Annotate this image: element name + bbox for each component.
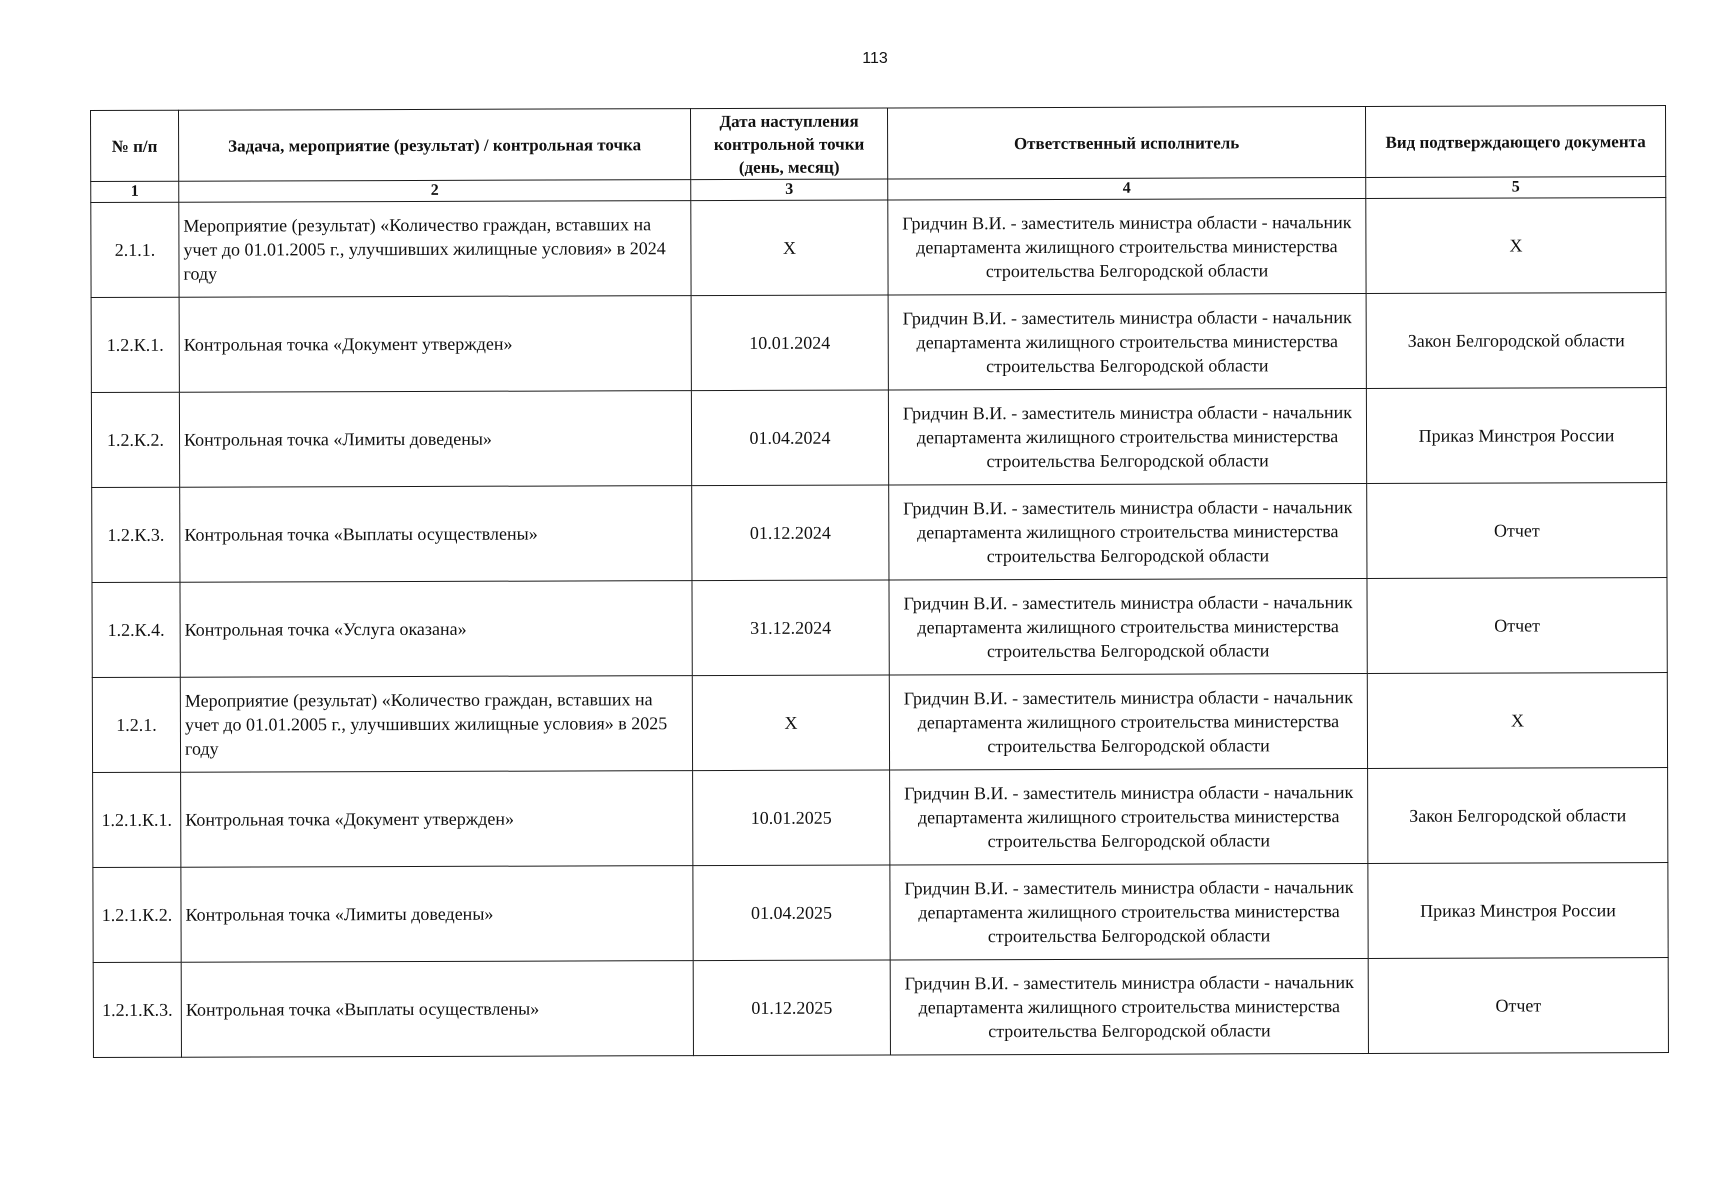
header-date: Дата наступления контрольной точки (день, месяц)	[690, 108, 887, 180]
row-document: Х	[1366, 198, 1666, 294]
row-responsible: Гридчин В.И. - заместитель министра области - начальник департамента жилищного строительства министерства строительства Белгородской области	[888, 198, 1366, 295]
page-number: 113	[862, 50, 888, 67]
row-date: Х	[691, 200, 888, 296]
table-row	[92, 673, 1667, 773]
row-document: Отчет	[1367, 483, 1667, 579]
control-points-table-wrapper	[90, 105, 1668, 1058]
control-points-table	[90, 105, 1669, 1058]
row-document: Отчет	[1367, 578, 1667, 674]
row-document: Закон Белгородской области	[1366, 293, 1666, 389]
row-task: Контрольная точка «Лимиты доведены»	[181, 866, 693, 963]
table-row	[93, 958, 1668, 1058]
row-task: Контрольная точка «Выплаты осуществлены»	[180, 486, 692, 583]
row-date: 01.04.2025	[693, 865, 890, 961]
row-responsible: Гридчин В.И. - заместитель министра области - начальник департамента жилищного строительства министерства строительства Белгородской области	[889, 578, 1367, 675]
header-responsible: Ответственный исполнитель	[887, 106, 1365, 179]
column-number: 5	[1366, 177, 1666, 199]
row-number: 1.2.1.К.3.	[93, 962, 181, 1057]
row-date: 10.01.2025	[693, 770, 890, 866]
row-task: Контрольная точка «Выплаты осуществлены»	[181, 961, 693, 1058]
column-number: 2	[179, 180, 691, 203]
row-number: 1.2.К.4.	[92, 582, 180, 677]
table-row	[93, 768, 1668, 868]
row-date: 01.12.2025	[693, 960, 890, 1056]
table-row	[91, 293, 1666, 393]
row-responsible: Гридчин В.И. - заместитель министра области - начальник департамента жилищного строительства министерства строительства Белгородской области	[889, 673, 1367, 770]
column-number: 3	[691, 179, 888, 201]
row-task: Контрольная точка «Лимиты доведены»	[179, 391, 691, 488]
row-responsible: Гридчин В.И. - заместитель министра области - начальник департамента жилищного строительства министерства строительства Белгородской области	[890, 958, 1368, 1055]
row-date: 10.01.2024	[691, 295, 888, 391]
header-doc: Вид подтверждающего документа	[1365, 106, 1665, 178]
row-task: Мероприятие (результат) «Количество граждан, вставших на учет до 01.01.2005 г., улучшивших жилищные условия» в 2025 году	[180, 676, 692, 773]
row-responsible: Гридчин В.И. - заместитель министра области - начальник департамента жилищного строительства министерства строительства Белгородской области	[888, 388, 1366, 485]
row-date: Х	[692, 675, 889, 771]
table-row	[91, 198, 1666, 298]
column-number: 1	[91, 181, 179, 202]
row-document: Закон Белгородской области	[1368, 768, 1668, 864]
row-document: Приказ Минстроя России	[1368, 863, 1668, 959]
row-date: 01.12.2024	[692, 485, 889, 581]
row-responsible: Гридчин В.И. - заместитель министра области - начальник департамента жилищного строительства министерства строительства Белгородской области	[890, 768, 1368, 865]
row-responsible: Гридчин В.И. - заместитель министра области - начальник департамента жилищного строительства министерства строительства Белгородской области	[889, 483, 1367, 580]
table-body	[91, 198, 1669, 1058]
row-document: Х	[1367, 673, 1667, 769]
header-num: № п/п	[91, 110, 179, 181]
row-number: 1.2.К.3.	[92, 487, 180, 582]
row-task: Мероприятие (результат) «Количество граждан, вставших на учет до 01.01.2005 г., улучшивших жилищные условия» в 2024 году	[179, 201, 691, 298]
row-number: 1.2.К.1.	[91, 297, 179, 392]
table-row	[93, 863, 1668, 963]
header-task: Задача, мероприятие (результат) / контрольная точка	[179, 109, 691, 182]
column-number: 4	[888, 177, 1366, 200]
row-document: Приказ Минстроя России	[1366, 388, 1666, 484]
row-document: Отчет	[1368, 958, 1668, 1054]
row-task: Контрольная точка «Документ утвержден»	[181, 771, 693, 868]
table-row	[91, 388, 1666, 488]
table-header	[91, 106, 1666, 203]
row-number: 1.2.1.К.1.	[93, 772, 181, 867]
row-number: 1.2.1.	[92, 677, 180, 772]
row-number: 1.2.1.К.2.	[93, 867, 181, 962]
header-row	[91, 106, 1666, 182]
table-row	[92, 578, 1667, 678]
row-date: 01.04.2024	[691, 390, 888, 486]
row-responsible: Гридчин В.И. - заместитель министра области - начальник департамента жилищного строительства министерства строительства Белгородской области	[888, 293, 1366, 390]
row-responsible: Гридчин В.И. - заместитель министра области - начальник департамента жилищного строительства министерства строительства Белгородской области	[890, 863, 1368, 960]
row-task: Контрольная точка «Документ утвержден»	[179, 296, 691, 393]
row-date: 31.12.2024	[692, 580, 889, 676]
row-number: 2.1.1.	[91, 202, 179, 297]
table-row	[92, 483, 1667, 583]
row-number: 1.2.К.2.	[91, 392, 179, 487]
row-task: Контрольная точка «Услуга оказана»	[180, 581, 692, 678]
